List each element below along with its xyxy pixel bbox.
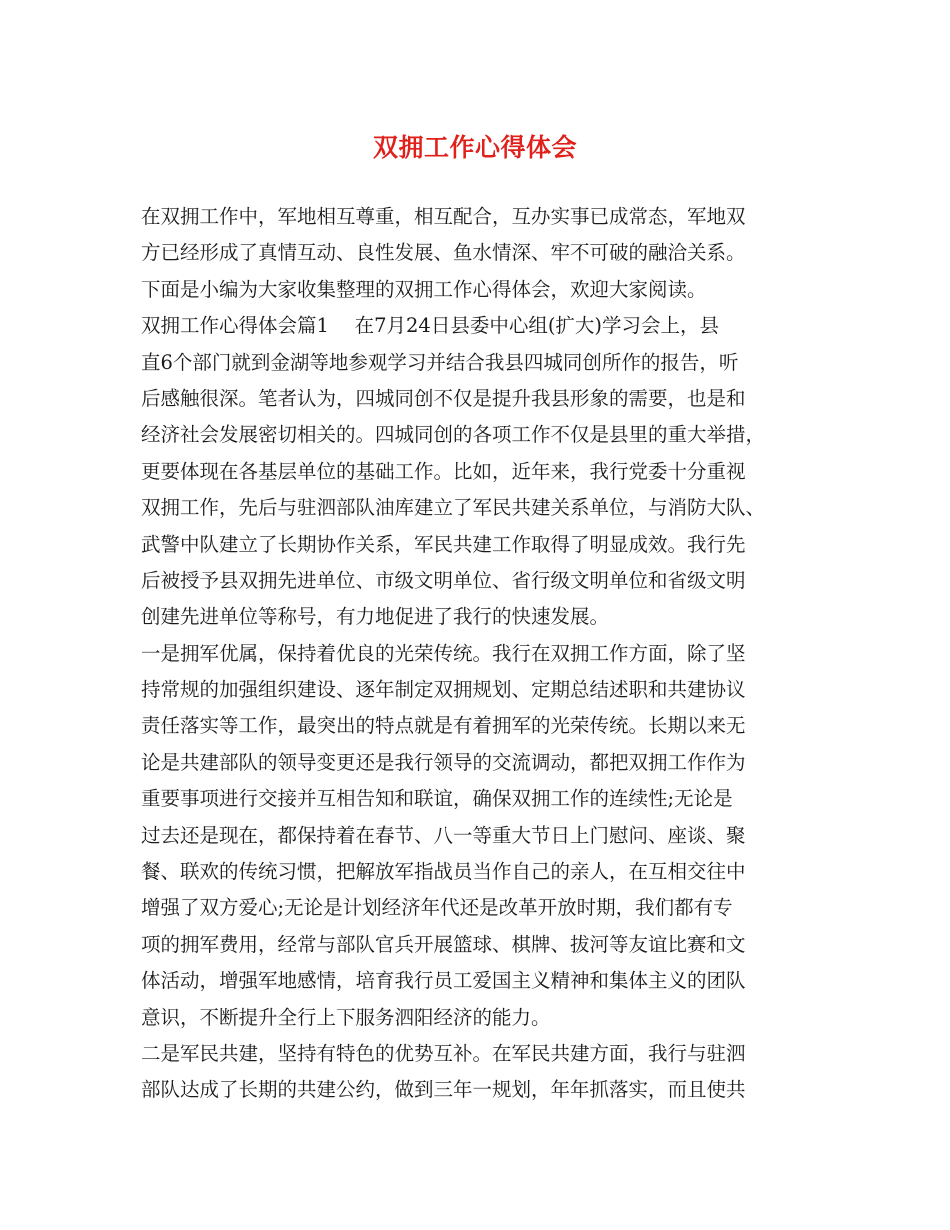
text-line: 论是共建部队的领导变更还是我行领导的交流调动，都把双拥工作作为 (141, 750, 746, 774)
text-line: 武警中队建立了长期协作关系，军民共建工作取得了明显成效。我行先 (141, 532, 746, 556)
document-body (141, 199, 831, 1109)
text-line: 一是拥军优属，保持着优良的光荣传统。我行在双拥工作方面，除了坚 (141, 641, 746, 665)
text-line: 下面是小编为大家收集整理的双拥工作心得体会，欢迎大家阅读。 (141, 277, 707, 301)
text-line: 重要事项进行交接并互相告知和联谊，确保双拥工作的连续性;无论是 (141, 787, 733, 811)
text-line: 增强了双方爱心;无论是计划经济年代还是改革开放时期，我们都有专 (141, 896, 733, 920)
text-line: 创建先进单位等称号，有力地促进了我行的快速发展。 (141, 605, 610, 629)
text-line: 餐、联欢的传统习惯，把解放军指战员当作自己的亲人，在互相交往中 (141, 860, 746, 884)
text-line: 双拥工作心得体会篇1 在7月24日县委中心组(扩大)学习会上，县 (141, 314, 720, 338)
text-line: 责任落实等工作，最突出的特点就是有着拥军的光荣传统。长期以来无 (141, 714, 746, 738)
text-line: 部队达成了长期的共建公约，做到三年一规划，年年抓落实，而且使共 (141, 1078, 746, 1102)
text-line: 方已经形成了真情互动、良性发展、鱼水情深、牢不可破的融洽关系。 (141, 241, 746, 265)
text-line: 体活动，增强军地感情，培育我行员工爱国主义精神和集体主义的团队 (141, 969, 746, 993)
text-line: 意识，不断提升全行上下服务泗阳经济的能力。 (141, 1005, 551, 1029)
text-line: 更要体现在各基层单位的基础工作。比如，近年来，我行党委十分重视 (141, 459, 746, 483)
text-line: 后感触很深。笔者认为，四城同创不仅是提升我县形象的需要，也是和 (141, 386, 746, 410)
text-line: 经济社会发展密切相关的。四城同创的各项工作不仅是县里的重大举措， (141, 423, 766, 447)
text-line: 后被授予县双拥先进单位、市级文明单位、省行级文明单位和省级文明 (141, 568, 746, 592)
text-line: 二是军民共建，坚持有特色的优势互补。在军民共建方面，我行与驻泗 (141, 1041, 746, 1065)
text-line: 项的拥军费用，经常与部队官兵开展篮球、棋牌、拔河等友谊比赛和文 (141, 932, 746, 956)
text-line: 过去还是现在，都保持着在春节、八一等重大节日上门慰问、座谈、聚 (141, 823, 746, 847)
document-title: 双拥工作心得体会 (372, 133, 577, 162)
text-line: 持常规的加强组织建设、逐年制定双拥规划、定期总结述职和共建协议 (141, 678, 746, 702)
text-line: 在双拥工作中，军地相互尊重，相互配合，互办实事已成常态，军地双 (141, 205, 746, 228)
text-line: 直6个部门就到金湖等地参观学习并结合我县四城同创所作的报告，听 (141, 350, 739, 374)
text-line: 双拥工作，先后与驻泗部队油库建立了军民共建关系单位，与消防大队、 (141, 496, 766, 520)
